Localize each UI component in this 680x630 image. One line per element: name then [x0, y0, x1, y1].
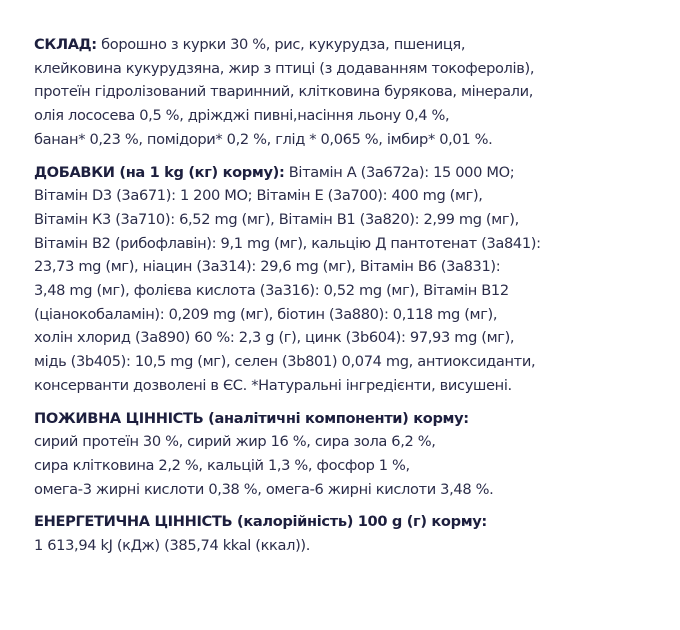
additives-section	[34, 161, 654, 398]
additives-line-10: консерванти дозволені в ЄС. *Натуральні інгредієнти, висушені.	[34, 376, 512, 394]
nutritional-value-line-1: сирий протеїн 30 %, сирий жир 16 %, сира зола 6,2 %,	[34, 433, 436, 451]
nutritional-value-line-3: омега-3 жирні кислоти 0,38 %, омега-6 жирні кислоти 3,48 %.	[34, 480, 494, 498]
composition-line-1	[34, 33, 654, 57]
additives-line-5: 23,73 mg (мг), ніацин (3a314): 29,6 mg (мг), Вітамін В6 (3a831):	[34, 258, 501, 276]
nutritional-value-line-2: сира клітковина 2,2 %, кальцій 1,3 %, фосфор 1 %,	[34, 456, 410, 474]
nutritional-value-section	[34, 407, 654, 502]
energy-value-line-1: 1 613,94 kJ (кДж) (385,74 kkal (ккал)).	[34, 537, 311, 555]
composition-heading: СКЛАД:	[34, 36, 97, 53]
composition-line-2: клейковина кукурудзяна, жир з птиці (з додаванням токоферолів),	[34, 59, 535, 77]
energy-value-heading: ЕНЕРГЕТИЧНА ЦІННІСТЬ (калорійність) 100 g (г) корму:	[34, 513, 487, 531]
composition-section	[34, 33, 654, 152]
additives-line-6: 3,48 mg (мг), фолієва кислота (3a316): 0,52 mg (мг), Вітамін В12	[34, 282, 509, 300]
additives-heading: ДОБАВКИ (на 1 kg (кг) корму):	[34, 163, 285, 181]
additives-line-7: (ціанокобаламін): 0,209 mg (мг), біотин (3a880): 0,118 mg (мг),	[34, 305, 498, 323]
additives-line-9: мідь (3b405): 10,5 mg (мг), селен (3b801) 0,074 mg, антиоксиданти,	[34, 353, 536, 371]
additives-text: Вітамін А (3a672a): 15 000 МО;	[284, 163, 515, 181]
additives-line-2: Вітамін D3 (3a671): 1 200 МО; Вітамін Е (3a700): 400 mg (мг),	[34, 187, 483, 205]
additives-line-1	[34, 161, 654, 185]
product-label-document	[34, 33, 654, 558]
additives-line-8: холін хлорид (3a890) 60 %: 2,3 g (г), цинк (3b604): 97,93 mg (мг),	[34, 329, 515, 347]
composition-line-3: протеїн гідролізований тваринний, клітковина бурякова, мінерали,	[34, 83, 534, 101]
additives-line-3: Вітамін К3 (3a710): 6,52 mg (мг), Вітамін В1 (3a820): 2,99 mg (мг),	[34, 210, 519, 228]
additives-line-4: Вітамін В2 (рибофлавін): 9,1 mg (мг), кальцію Д пантотенат (3a841):	[34, 234, 541, 252]
composition-line-4: олія лососева 0,5 %, дріжджі пивні,насіння льону 0,4 %,	[34, 107, 450, 125]
nutritional-value-heading: ПОЖИВНА ЦІННІСТЬ (аналітичні компоненти) корму:	[34, 409, 469, 427]
energy-value-section	[34, 510, 654, 557]
composition-text: борошно з курки 30 %, рис, кукурудза, пшениця,	[96, 36, 466, 53]
composition-line-5: банан* 0,23 %, помідори* 0,2 %, глід * 0,065 %, імбир* 0,01 %.	[34, 130, 493, 148]
